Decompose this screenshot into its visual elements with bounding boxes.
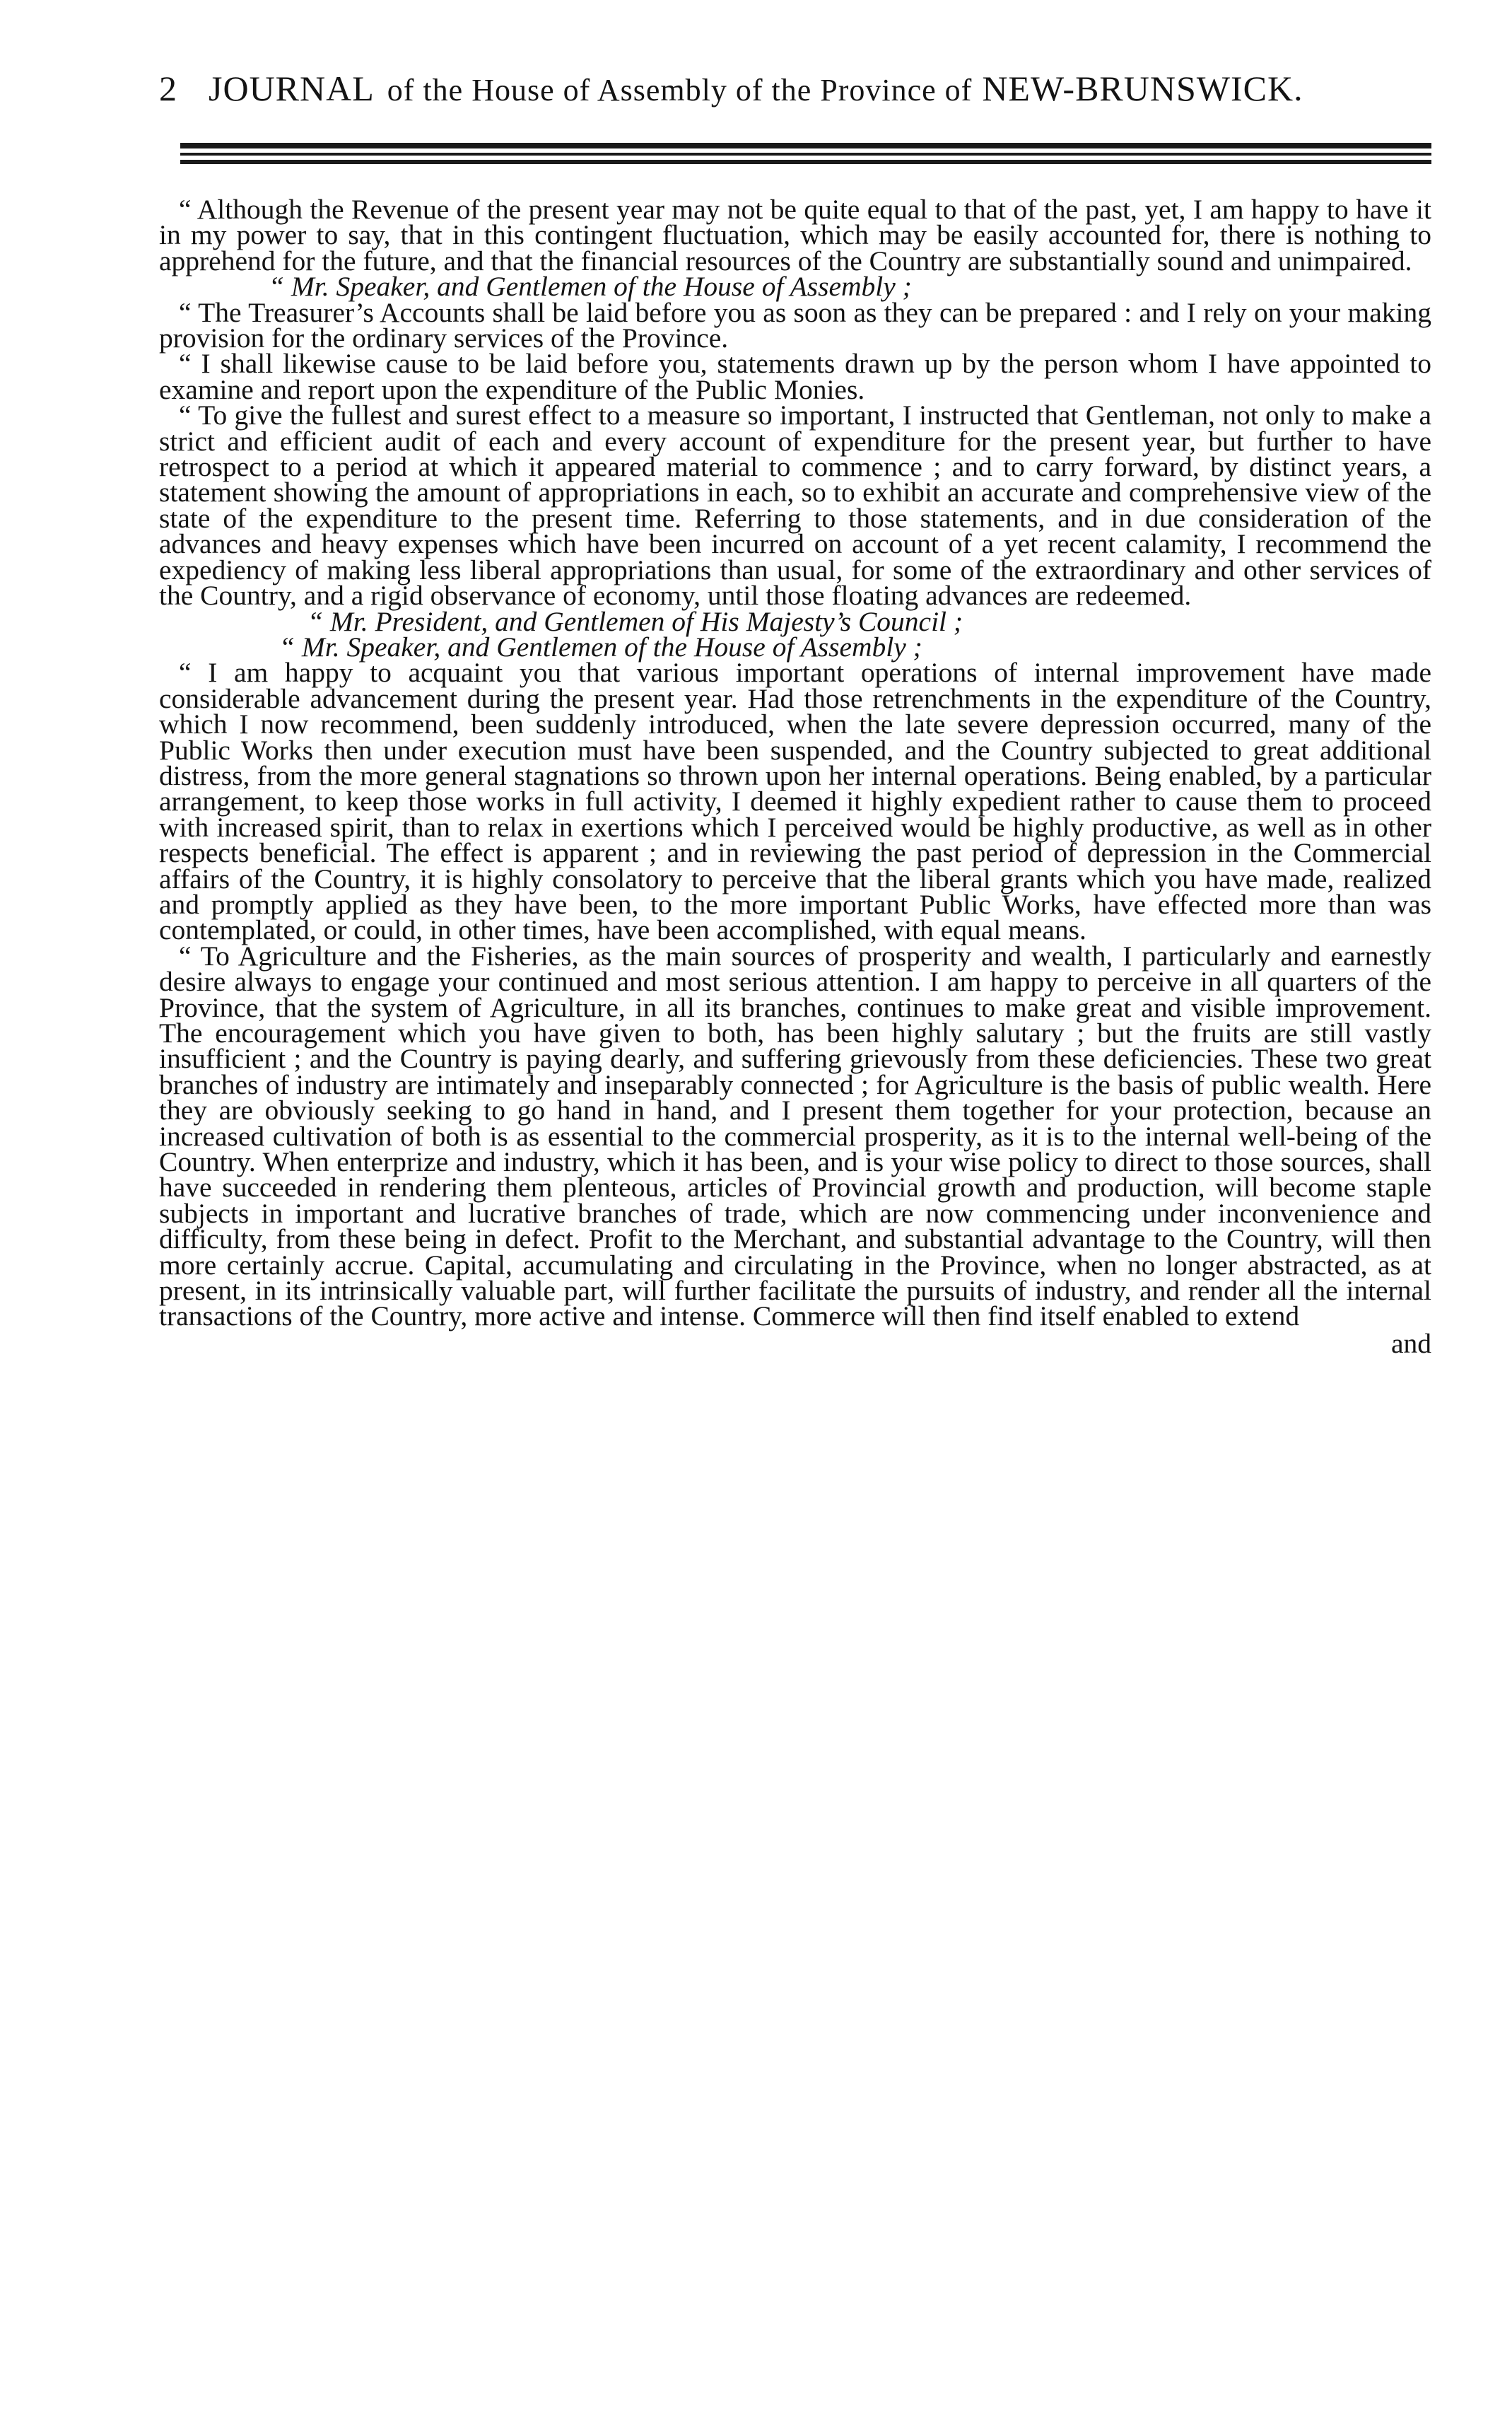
- header-title-middle: of the House of Assembly of the Province of: [387, 73, 973, 107]
- paragraph: “ I shall likewise cause to be laid before you, statements drawn up by the person whom I have appointed to examine and report upon the expenditure of the Public Monies.: [159, 348, 1431, 405]
- header-rule-line: [180, 160, 1431, 164]
- running-header: [159, 67, 1431, 112]
- page-number: 2: [159, 69, 177, 108]
- header-journal: JOURNAL: [209, 69, 375, 108]
- paragraph: “ I am happy to acquaint you that various important operations of internal improvement have made considerable advancement during the present year. Had those retrenchments in the expenditure of the Country, which I now recommend, been suddenly introduced, when the late severe depression occurred, many of the Public Works then under execution must have been suspended, and the Country subjected to great additional distress, from the more general stagnations so thrown upon her internal operations. Being enabled, by a particular arrangement, to keep those works in full activity, I deemed it highly expedient rather to cause them to proceed with increased spirit, than to relax in exertions which I perceived would be highly productive, as well as in other respects beneficial. The effect is apparent ; and in reviewing the past period of depression in the Commercial affairs of the Country, it is highly consolatory to perceive that the liberal grants which you have made, realized and promptly applied as they have been, to the more important Public Works, have effected more than was contemplated, or could, in other times, have been accomplished, with equal means.: [159, 657, 1431, 946]
- paragraph: “ To Agriculture and the Fisheries, as the main sources of prosperity and wealth, I particularly and earnestly desire always to engage your continued and most serious attention. I am happy to perceive in all quarters of the Province, that the system of Agriculture, in all its branches, continues to make great and visible improvement. The encouragement which you have given to both, has been highly salutary ; but the fruits are still vastly insufficient ; and the Country is paying dearly, and suffering grievously from these deficiencies. These two great branches of industry are intimately and inseparably connected ; for Agriculture is the basis of public wealth. Here they are obviously seeking to go hand in hand, and I present them together for your protection, because an increased cultivation of both is as essential to the commercial prosperity, as it is to the internal well-being of the Country. When enterprize and industry, which it has been, and is your wise policy to direct to those sources, shall have succeeded in rendering them plenteous, articles of Provincial growth and production, will become staple subjects in important and lucrative branches of trade, which are now commencing under inconvenience and difficulty, from these being in defect. Profit to the Merchant, and substantial advantage to the Country, will then more certainly accrue. Capital, accumulating and circulating in the Province, when no longer abstracted, as at present, in its intrinsically valuable part, will further facilitate the pursuits of industry, and render all the internal transactions of the Country, more active and intense. Commerce will then find itself enabled to extend: [159, 940, 1431, 1332]
- header-rule-line: [180, 153, 1431, 156]
- header-rule-line: [180, 143, 1431, 148]
- address-line: “ Mr. Speaker, and Gentlemen of the House of Assembly ;: [269, 271, 912, 303]
- address-line: “ Mr. Speaker, and Gentlemen of the House of Assembly ;: [279, 631, 922, 663]
- journal-page: [159, 67, 1431, 1359]
- address-line: “ Mr. President, and Gentlemen of His Majesty’s Council ;: [307, 605, 963, 637]
- header-province: NEW-BRUNSWICK.: [982, 69, 1303, 108]
- speech-body: [159, 194, 1431, 1332]
- header-rule: [180, 143, 1431, 167]
- paragraph: “ To give the fullest and surest effect to a measure so important, I instructed that Gentleman, not only to make a strict and efficient audit of each and every account of expenditure for the present year, but further to have retrospect to a period at which it appeared material to commence ; and to carry forward, by distinct years, a statement showing the amount of appropriations in each, so to exhibit an accurate and comprehensive view of the state of the expenditure to the present time. Referring to those statements, and in due consideration of the advances and heavy expenses which have been incurred on account of a yet recent calamity, I recommend the expediency of making less liberal appropriations than usual, for some of the extraordinary and other services of the Country, and a rigid observance of economy, until those floating advances are redeemed.: [159, 400, 1431, 612]
- catchword: and: [1390, 1327, 1431, 1359]
- paragraph: “ Although the Revenue of the present year may not be quite equal to that of the past, yet, I am happy to have it in my power to say, that in this contingent fluctuation, which may be easily accounted for, there is nothing to apprehend for the future, and that the financial resources of the Country are substantially sound and unimpaired.: [159, 194, 1431, 276]
- paragraph: “ The Treasurer’s Accounts shall be laid before you as soon as they can be prepared : and I rely on your making provision for the ordinary services of the Province.: [159, 296, 1431, 354]
